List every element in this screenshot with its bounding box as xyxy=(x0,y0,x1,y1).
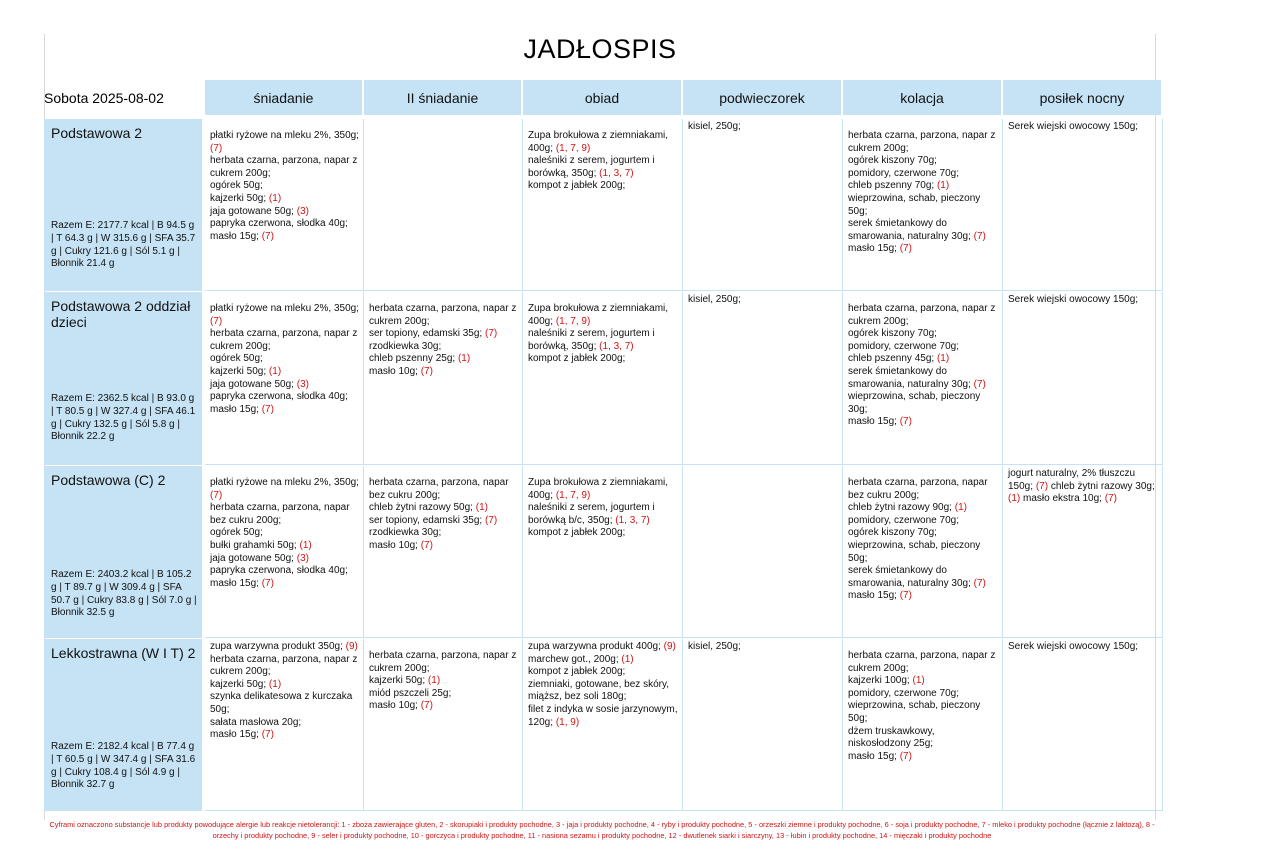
menu-item: herbata czarna, parzona, napar bez cukru 200g; xyxy=(848,477,988,501)
diet-label xyxy=(44,292,202,465)
menu-item: chleb żytni razowy 30g; xyxy=(1050,480,1155,492)
allergen-codes: (1) xyxy=(457,353,471,365)
menu-item: Zupa brokułowa z ziemniakami, 400g; xyxy=(528,130,669,154)
allergen-codes: (7) xyxy=(261,729,274,741)
menu-item: pomidory, czerwone 70g; xyxy=(848,687,959,699)
meal-cell xyxy=(1003,466,1163,638)
menu-item: papryka czerwona, słodka 40g; xyxy=(210,565,348,577)
menu-item: papryka czerwona, słodka 40g; xyxy=(210,218,348,230)
menu-item: herbata czarna, parzona, napar z cukrem 200g; xyxy=(210,653,358,678)
menu-item: ogórek 50g; xyxy=(210,527,263,539)
column-header: kolacja xyxy=(843,80,1001,115)
menu-item: marchew got., 200g; xyxy=(528,653,619,665)
menu-item: herbata czarna, parzona, napar bez cukru 200g; xyxy=(369,477,509,501)
allergen-codes: (3) xyxy=(296,205,309,217)
meal-cell xyxy=(523,292,683,465)
menu-item: masło 15g; xyxy=(210,729,259,741)
menu-item: Zupa brokułowa z ziemniakami, 400g; xyxy=(528,303,669,327)
allergen-codes: (7) xyxy=(210,315,223,327)
menu-item: kisiel, 250g; xyxy=(688,641,741,652)
meal-cell xyxy=(843,119,1003,291)
allergen-codes: (7) xyxy=(973,577,986,589)
menu-item: rzodkiewka 30g; xyxy=(369,527,442,539)
meal-cell xyxy=(843,639,1003,811)
diet-label xyxy=(44,466,202,638)
menu-item: bułki grahamki 50g; xyxy=(210,539,297,551)
menu-item: masło 10g; xyxy=(369,365,418,377)
meal-cell xyxy=(364,639,523,811)
menu-item: ser topiony, edamski 35g; xyxy=(369,328,483,340)
meal-cell xyxy=(1003,639,1163,811)
allergen-codes: (7) xyxy=(210,142,223,154)
menu-item: kompot z jabłek 200g; xyxy=(528,666,626,678)
allergen-codes: (9) xyxy=(663,641,676,652)
menu-item: kisiel, 250g; xyxy=(688,294,741,305)
menu-item: masło 10g; xyxy=(369,700,418,712)
column-header: posiłek nocny xyxy=(1003,80,1161,115)
menu-item: wieprzowina, schab, pieczony 50g; xyxy=(848,539,981,564)
menu-item: zupa warzywna produkt 400g; xyxy=(528,641,661,652)
meal-cell xyxy=(523,119,683,291)
menu-item: wieprzowina, schab, pieczony 50g; xyxy=(848,700,981,724)
menu-item: masło 15g; xyxy=(848,590,897,602)
nutrition-summary: Razem E: 2403.2 kcal | B 105.2 g | T 89.7 g | W 309.4 g | SFA 50.7 g | Cukry 83.8 g | Sól 7.0 g | Błonnik 32.5 g xyxy=(51,569,197,619)
diet-label xyxy=(44,119,202,291)
menu-item: płatki ryżowe na mleku 2%, 350g; xyxy=(210,130,359,141)
menu-item: herbata czarna, parzona, napar z cukrem 200g; xyxy=(848,130,996,154)
menu-item: płatki ryżowe na mleku 2%, 350g; xyxy=(210,303,359,314)
menu-item: płatki ryżowe na mleku 2%, 350g; xyxy=(210,477,359,488)
allergen-codes: (1) xyxy=(936,353,950,365)
allergen-codes: (1, 3, 7) xyxy=(615,514,650,526)
menu-item: kajzerki 50g; xyxy=(210,678,267,690)
meal-cell xyxy=(843,466,1003,638)
meal-cell xyxy=(843,292,1003,465)
allergen-codes: (7) xyxy=(899,243,912,255)
menu-item: chleb pszenny 70g; xyxy=(848,180,935,192)
meal-cell xyxy=(1003,292,1163,465)
allergen-codes: (1, 3, 7) xyxy=(599,167,634,179)
diet-label xyxy=(44,639,202,811)
meal-cell xyxy=(683,639,843,811)
allergen-codes: (1, 7, 9) xyxy=(555,315,591,327)
meal-cell xyxy=(683,466,843,638)
meal-cell xyxy=(523,466,683,638)
allergen-codes: (3) xyxy=(296,378,309,390)
menu-item: chleb pszenny 25g; xyxy=(369,353,456,365)
allergen-codes: (7) xyxy=(420,365,433,377)
menu-item: ogórek kiszony 70g; xyxy=(848,328,937,340)
menu-item: chleb pszenny 45g; xyxy=(848,353,935,365)
menu-item: Serek wiejski owocowy 150g; xyxy=(1008,121,1139,132)
menu-item: dżem truskawkowy, niskosłodzony 25g; xyxy=(848,725,935,750)
allergen-codes: (7) xyxy=(261,403,274,415)
menu-item: pomidory, czerwone 70g; xyxy=(848,340,959,352)
menu-item: ser topiony, edamski 35g; xyxy=(369,514,483,526)
allergen-codes: (7) xyxy=(261,230,274,242)
allergen-codes: (1) xyxy=(936,180,950,192)
menu-item: jaja gotowane 50g; xyxy=(210,552,294,564)
menu-item: naleśniki z serem, jogurtem i borówką b/c, 350g; xyxy=(528,502,655,526)
meal-cell xyxy=(683,292,843,465)
allergen-codes: (7) xyxy=(899,590,912,602)
menu-item: ziemniaki, gotowane, bez skóry, miąższ, bez soli 180g; xyxy=(528,678,669,703)
allergen-codes: (7) xyxy=(1104,493,1117,505)
menu-item: masło 10g; xyxy=(369,539,418,551)
menu-item: zupa warzywna produkt 350g; xyxy=(210,641,343,652)
menu-item: herbata czarna, parzona, napar z cukrem 200g; xyxy=(369,303,517,327)
menu-item: kajzerki 50g; xyxy=(210,192,267,204)
menu-date: Sobota 2025-08-02 xyxy=(44,90,164,106)
allergen-codes: (1) xyxy=(268,192,282,204)
menu-item: Serek wiejski owocowy 150g; xyxy=(1008,294,1139,305)
meal-cell xyxy=(683,119,843,291)
menu-item: jaja gotowane 50g; xyxy=(210,205,294,217)
menu-item: papryka czerwona, słodka 40g; xyxy=(210,391,348,403)
allergen-codes: (1) xyxy=(427,675,441,687)
menu-item: masło 15g; xyxy=(210,577,259,589)
menu-item: herbata czarna, parzona, napar z cukrem 200g; xyxy=(848,650,996,674)
allergen-codes: (7) xyxy=(1035,480,1049,492)
diet-name: Podstawowa 2 oddział dzieci xyxy=(51,298,191,330)
meal-cell xyxy=(205,466,364,638)
menu-item: masło 15g; xyxy=(210,230,259,242)
meal-cell xyxy=(1003,119,1163,291)
allergen-codes: (7) xyxy=(485,328,498,340)
meal-cell xyxy=(523,639,683,811)
menu-item: Zupa brokułowa z ziemniakami, 400g; xyxy=(528,477,669,501)
menu-item: serek śmietankowy do smarowania, naturalny 30g; xyxy=(848,218,971,242)
diet-name: Podstawowa (C) 2 xyxy=(51,472,166,488)
menu-item: Serek wiejski owocowy 150g; xyxy=(1008,641,1139,652)
nutrition-summary: Razem E: 2182.4 kcal | B 77.4 g | T 60.5 g | W 347.4 g | SFA 31.6 g | Cukry 108.4 g | Sól 4.9 g | Błonnik 32.7 g xyxy=(51,741,196,791)
allergen-footnote: Cyframi oznaczono substancje lub produkty powodujące alergie lub reakcje nietolerancji: 1 - zboża zawierające gluten, 2 - skorupiaki i produkty pochodne, 3 - jaja i produkty pochodne, 4 - ryby i produkty pochodne, 5 - orzeszki ziemne i produkty pochodne, 6 - soja i produkty pochodne, 7 - mleko i produkty pochodne (łącznie z laktozą), 8 - orzechy i produkty pochodne, 9 - seler i produkty pochodne, 10 - gorczyca i produkty pochodne, 11 - nasiona sezamu i produkty pochodne, 12 - dwutlenek siarki i siarczyny, 13 - łubin i produkty pochodne, 14 - mięczaki i produkty pochodne xyxy=(49,820,1155,840)
menu-item: herbata czarna, parzona, napar z cukrem 200g; xyxy=(210,155,358,179)
menu-item: kompot z jabłek 200g; xyxy=(528,353,626,365)
allergen-codes: (7) xyxy=(485,514,498,526)
allergen-codes: (1) xyxy=(621,653,634,665)
nutrition-summary: Razem E: 2362.5 kcal | B 93.0 g | T 80.5 g | W 327.4 g | SFA 46.1 g | Cukry 132.5 g | Sól 5.8 g | Błonnik 22.2 g xyxy=(51,393,196,443)
allergen-codes: (1, 3, 7) xyxy=(599,340,634,352)
allergen-codes: (7) xyxy=(420,539,433,551)
page-title: JADŁOSPIS xyxy=(523,34,677,64)
allergen-codes: (7) xyxy=(973,378,986,390)
meal-cell xyxy=(205,292,364,465)
menu-item: herbata czarna, parzona, napar bez cukru 200g; xyxy=(210,502,350,526)
allergen-codes: (1, 7, 9) xyxy=(555,142,591,154)
menu-item: ogórek kiszony 70g; xyxy=(848,155,937,167)
menu-item: wieprzowina, schab, pieczony 50g; xyxy=(848,192,981,217)
allergen-codes: (7) xyxy=(210,489,223,501)
allergen-codes: (1) xyxy=(1008,493,1021,505)
menu-item: pomidory, czerwone 70g; xyxy=(848,514,959,526)
menu-item: masło 15g; xyxy=(210,403,259,415)
menu-item: kajzerki 100g; xyxy=(848,675,910,687)
meal-cell xyxy=(364,466,523,638)
allergen-codes: (1) xyxy=(268,678,282,690)
column-header: śniadanie xyxy=(205,80,362,115)
column-header: podwieczorek xyxy=(683,80,841,115)
menu-item: masło 15g; xyxy=(848,243,897,255)
menu-item: chleb żytni razowy 90g; xyxy=(848,502,952,514)
menu-item: kajzerki 50g; xyxy=(369,675,426,687)
allergen-codes: (1, 9) xyxy=(555,716,580,728)
menu-item: naleśniki z serem, jogurtem i borówką, 350g; xyxy=(528,328,655,352)
menu-item: wieprzowina, schab, pieczony 30g; xyxy=(848,391,981,415)
allergen-codes: (1) xyxy=(475,502,488,514)
meal-cell xyxy=(364,292,523,465)
allergen-codes: (7) xyxy=(420,700,433,712)
menu-item: kisiel, 250g; xyxy=(688,121,741,132)
menu-item: herbata czarna, parzona, napar z cukrem 200g; xyxy=(210,328,358,352)
column-header: II śniadanie xyxy=(364,80,521,115)
menu-item: kompot z jabłek 200g; xyxy=(528,180,626,192)
menu-item: miód pszczeli 25g; xyxy=(369,687,452,699)
nutrition-summary: Razem E: 2177.7 kcal | B 94.5 g | T 64.3 g | W 315.6 g | SFA 35.7 g | Cukry 121.6 g | Sól 5.1 g | Błonnik 21.4 g xyxy=(51,220,196,270)
meal-cell xyxy=(205,119,364,291)
menu-item: serek śmietankowy do smarowania, naturalny 30g; xyxy=(848,365,971,390)
menu-item: chleb żytni razowy 50g; xyxy=(369,502,473,514)
allergen-codes: (1) xyxy=(268,365,282,377)
menu-item: jaja gotowane 50g; xyxy=(210,378,294,390)
menu-item: kompot z jabłek 200g; xyxy=(528,527,626,539)
menu-item: herbata czarna, parzona, napar z cukrem 200g; xyxy=(369,650,517,674)
meal-cell xyxy=(205,639,364,811)
allergen-codes: (7) xyxy=(899,416,912,428)
menu-item: serek śmietankowy do smarowania, naturalny 30g; xyxy=(848,565,971,589)
menu-item: kajzerki 50g; xyxy=(210,365,267,377)
diet-name: Lekkostrawna (W I T) 2 xyxy=(51,645,196,661)
menu-item: herbata czarna, parzona, napar z cukrem 200g; xyxy=(848,303,996,327)
menu-item: naleśniki z serem, jogurtem i borówką, 350g; xyxy=(528,155,655,179)
menu-item: ogórek 50g; xyxy=(210,180,263,192)
menu-item: masło 15g; xyxy=(848,750,897,762)
menu-item: jogurt naturalny, 2% tłuszczu 150g; xyxy=(1008,468,1136,492)
allergen-codes: (1) xyxy=(299,539,312,551)
menu-item: ogórek 50g; xyxy=(210,353,263,365)
menu-item: szynka delikatesowa z kurczaka 50g; xyxy=(210,691,353,715)
menu-item: rzodkiewka 30g; xyxy=(369,340,442,352)
allergen-codes: (1, 7, 9) xyxy=(555,489,591,501)
menu-item: filet z indyka w sosie jarzynowym, 120g; xyxy=(528,703,678,728)
menu-item: sałata masłowa 20g; xyxy=(210,716,302,728)
allergen-codes: (7) xyxy=(261,577,274,589)
menu-item: masło ekstra 10g; xyxy=(1023,493,1102,505)
column-header: obiad xyxy=(523,80,681,115)
allergen-codes: (7) xyxy=(973,230,986,242)
menu-item: masło 15g; xyxy=(848,416,897,428)
allergen-codes: (1) xyxy=(954,502,967,514)
menu-item: pomidory, czerwone 70g; xyxy=(848,167,959,179)
menu-item: ogórek kiszony 70g; xyxy=(848,527,937,539)
allergen-codes: (7) xyxy=(899,750,912,762)
allergen-codes: (3) xyxy=(296,552,309,564)
diet-name: Podstawowa 2 xyxy=(51,125,143,141)
allergen-codes: (1) xyxy=(912,675,925,687)
meal-cell xyxy=(364,119,523,291)
allergen-codes: (9) xyxy=(345,641,358,652)
